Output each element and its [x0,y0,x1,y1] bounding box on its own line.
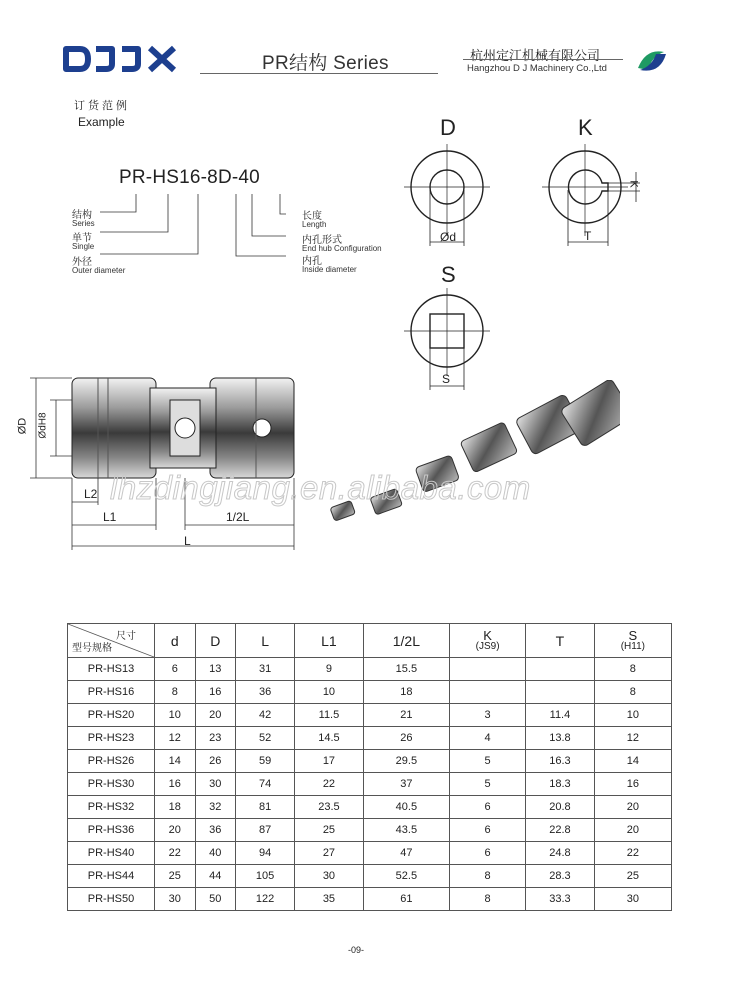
value-cell: 30 [155,888,196,911]
model-cell: PR-HS40 [68,842,155,865]
label-outer-cn: 外径 [72,257,92,268]
corner-top: 尺寸 [116,631,136,642]
hub-k-dim-k: K [627,180,640,188]
hub-s-title: S [441,262,456,287]
value-cell: 6 [450,842,526,865]
value-cell [526,681,595,704]
corner-cell [68,624,155,658]
table-row [68,704,672,727]
value-cell: 8 [594,658,671,681]
value-cell: 21 [363,704,449,727]
coupling-drawing [10,360,310,560]
company-name-cn: 杭州定江机械有限公司 [470,49,601,64]
value-cell: 35 [295,888,364,911]
header-divider [200,73,438,74]
value-cell: 12 [155,727,196,750]
label-length-cn: 长度 [302,211,322,222]
value-cell: 8 [450,865,526,888]
value-cell: 14.5 [295,727,364,750]
value-cell: 31 [236,658,295,681]
model-cell: PR-HS50 [68,888,155,911]
value-cell: 20 [594,819,671,842]
value-cell: 40.5 [363,796,449,819]
dim-half-l: 1/2L [226,510,250,524]
dim-l1: L1 [103,510,117,524]
model-cell: PR-HS13 [68,658,155,681]
value-cell: 122 [236,888,295,911]
value-cell: 30 [195,773,236,796]
value-cell: 10 [295,681,364,704]
value-cell: 8 [450,888,526,911]
value-cell: 29.5 [363,750,449,773]
value-cell: 81 [236,796,295,819]
value-cell: 18.3 [526,773,595,796]
value-cell: 37 [363,773,449,796]
value-cell: 40 [195,842,236,865]
value-cell: 30 [295,865,364,888]
model-cell: PR-HS26 [68,750,155,773]
spec-table [67,623,672,911]
col-header: L1 [295,624,364,658]
company-divider [463,59,623,60]
value-cell [526,658,595,681]
model-cell: PR-HS44 [68,865,155,888]
value-cell: 8 [155,681,196,704]
model-cell: PR-HS32 [68,796,155,819]
table-header-row [68,624,672,658]
label-inside-cn: 内孔 [302,256,322,267]
dim-odh8: ØdH8 [37,412,49,439]
table-row [68,750,672,773]
value-cell: 23 [195,727,236,750]
value-cell: 52.5 [363,865,449,888]
order-code: PR-HS16-8D-40 [119,167,260,188]
value-cell: 6 [155,658,196,681]
label-hub-en: End hub Configuration [302,244,382,253]
value-cell: 43.5 [363,819,449,842]
dim-l: L [184,534,191,548]
value-cell: 12 [594,727,671,750]
value-cell: 22 [155,842,196,865]
col-header: T [526,624,595,658]
hub-k-dim-t: T [584,229,592,243]
value-cell: 25 [295,819,364,842]
value-cell: 8 [594,681,671,704]
value-cell: 61 [363,888,449,911]
model-cell: PR-HS36 [68,819,155,842]
value-cell: 18 [155,796,196,819]
corner-bottom: 型号规格 [72,643,112,654]
value-cell: 5 [450,750,526,773]
col-header: L [236,624,295,658]
hub-s-dim: S [442,372,451,386]
value-cell: 4 [450,727,526,750]
value-cell: 10 [155,704,196,727]
table-row [68,888,672,911]
value-cell: 16 [195,681,236,704]
value-cell: 17 [295,750,364,773]
value-cell: 22 [295,773,364,796]
hub-d-dim: Ød [440,230,457,244]
value-cell: 16 [594,773,671,796]
value-cell: 22 [594,842,671,865]
value-cell: 44 [195,865,236,888]
label-single-en: Single [72,242,95,251]
value-cell: 6 [450,819,526,842]
label-series-en: Series [72,219,95,228]
value-cell: 36 [195,819,236,842]
example-heading-en: Example [78,115,125,129]
value-cell: 87 [236,819,295,842]
table-row [68,796,672,819]
value-cell: 16 [155,773,196,796]
product-photos [320,380,620,540]
value-cell: 14 [594,750,671,773]
value-cell: 26 [195,750,236,773]
value-cell [450,681,526,704]
table-row [68,727,672,750]
value-cell: 14 [155,750,196,773]
value-cell: 3 [450,704,526,727]
value-cell: 23.5 [295,796,364,819]
label-series-cn: 结构 [72,210,92,221]
col-header: S (H11) [594,624,671,658]
value-cell: 20.8 [526,796,595,819]
model-cell: PR-HS16 [68,681,155,704]
value-cell: 15.5 [363,658,449,681]
value-cell: 16.3 [526,750,595,773]
value-cell: 59 [236,750,295,773]
example-heading-cn: 订货范例 [74,99,130,112]
hub-d-title: D [440,115,456,140]
model-cell: PR-HS20 [68,704,155,727]
value-cell: 25 [594,865,671,888]
value-cell: 13 [195,658,236,681]
model-cell: PR-HS30 [68,773,155,796]
value-cell: 24.8 [526,842,595,865]
value-cell: 25 [155,865,196,888]
value-cell: 22.8 [526,819,595,842]
table-row [68,681,672,704]
company-emblem-icon [634,46,670,76]
model-cell: PR-HS23 [68,727,155,750]
djjx-logo [62,44,182,74]
table-row [68,658,672,681]
value-cell: 26 [363,727,449,750]
value-cell: 30 [594,888,671,911]
value-cell [450,658,526,681]
value-cell: 47 [363,842,449,865]
value-cell: 11.4 [526,704,595,727]
label-outer-en: Outer diameter [72,266,126,275]
value-cell: 18 [363,681,449,704]
value-cell: 6 [450,796,526,819]
table-row [68,865,672,888]
table-row [68,773,672,796]
value-cell: 33.3 [526,888,595,911]
page-number: -09- [348,945,365,955]
label-hub-cn: 内孔形式 [302,235,342,246]
series-title: PR结构 Series [262,53,389,74]
value-cell: 94 [236,842,295,865]
hub-type-diagrams [400,110,670,400]
value-cell: 36 [236,681,295,704]
value-cell: 5 [450,773,526,796]
dim-l2: L2 [84,487,98,501]
dim-od: ØD [16,417,29,435]
company-name-en: Hangzhou D J Machinery Co.,Ltd [467,63,607,74]
col-header: D [195,624,236,658]
code-leader-lines [60,186,310,276]
hub-k-title: K [578,115,593,140]
label-single-cn: 单节 [72,233,92,244]
value-cell: 74 [236,773,295,796]
value-cell: 9 [295,658,364,681]
value-cell: 20 [195,704,236,727]
value-cell: 11.5 [295,704,364,727]
col-header: d [155,624,196,658]
value-cell: 105 [236,865,295,888]
value-cell: 28.3 [526,865,595,888]
label-inside-en: Inside diameter [302,265,357,274]
value-cell: 27 [295,842,364,865]
col-header: K (JS9) [450,624,526,658]
value-cell: 52 [236,727,295,750]
value-cell: 13.8 [526,727,595,750]
value-cell: 20 [155,819,196,842]
value-cell: 20 [594,796,671,819]
col-header: 1/2L [363,624,449,658]
table-row [68,819,672,842]
watermark: lhzdingjiang.en.alibaba.com [110,469,531,506]
label-length-en: Length [302,220,327,229]
value-cell: 32 [195,796,236,819]
value-cell: 10 [594,704,671,727]
value-cell: 50 [195,888,236,911]
value-cell: 42 [236,704,295,727]
table-row [68,842,672,865]
